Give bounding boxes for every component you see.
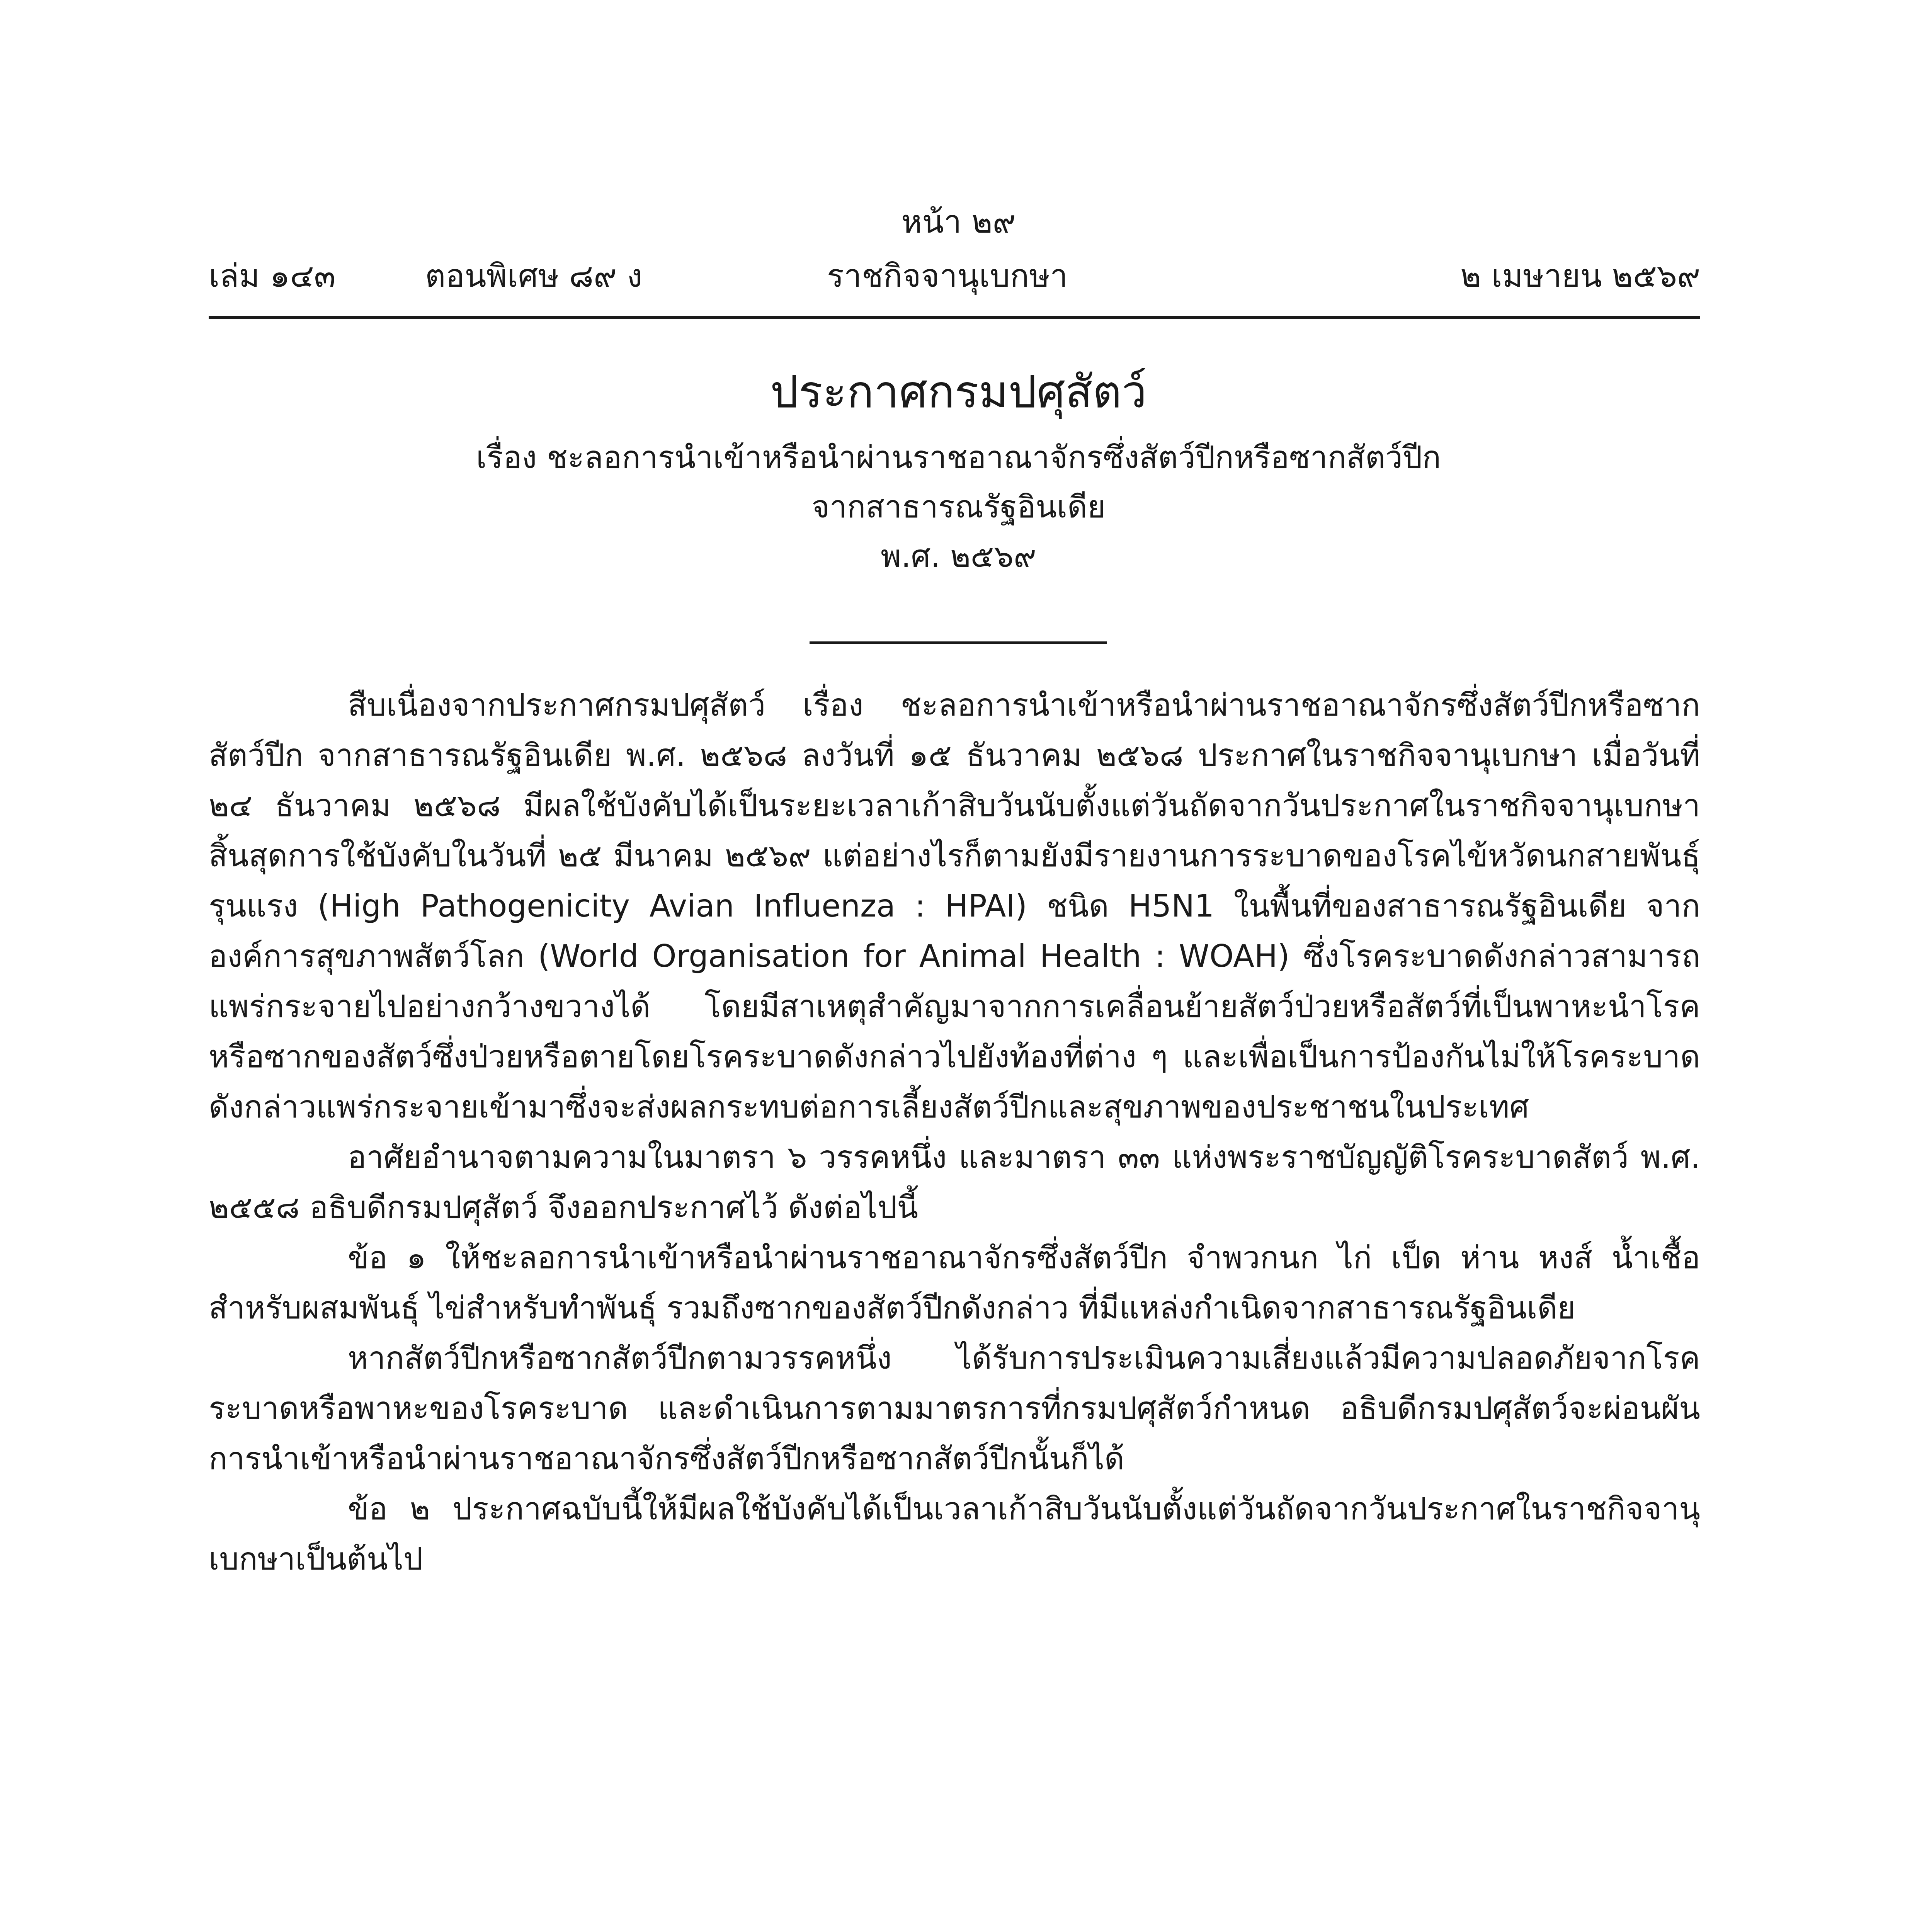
paragraph-clause-1: ข้อ ๑ ให้ชะลอการนำเข้าหรือนำผ่านราชอาณาจักรซึ่งสัตว์ปีก จำพวกนก ไก่ เป็ด ห่าน หงส์ น้ำเชื้อสำหรับผสมพันธุ์ ไข่สำหรับทำพันธุ์ รวมถึงซากของสัตว์ปีกดังกล่าว ที่มีแหล่งกำเนิดจากสาธารณรัฐอินเดีย xyxy=(209,1240,1700,1326)
issue-label: ตอนพิเศษ ๘๙ ง xyxy=(425,258,643,294)
paragraph-background: สืบเนื่องจากประกาศกรมปศุสัตว์ เรื่อง ชะลอการนำเข้าหรือนำผ่านราชอาณาจักรซึ่งสัตว์ปีกหรือซากสัตว์ปีก จากสาธารณรัฐอินเดีย พ.ศ. ๒๕๖๘ ลงวันที่ ๑๕ ธันวาคม ๒๕๖๘ ประกาศในราชกิจจานุเบกษา เมื่อวันที่ ๒๔ ธันวาคม ๒๕๖๘ มีผลใช้บังคับได้เป็นระยะเวลาเก้าสิบวันนับตั้งแต่วันถัดจากวันประกาศในราชกิจจานุเบกษา สิ้นสุดการใช้บังคับในวันที่ ๒๕ มีนาคม ๒๕๖๙ แต่อย่างไรก็ตามยังมีรายงานการระบาดของโรคไข้หวัดนกสายพันธุ์รุนแรง (High Pathogenicity Avian Influenza : HPAI) ชนิด H5N1 ในพื้นที่ของสาธารณรัฐอินเดีย จากองค์การสุขภาพสัตว์โลก (World Organisation for Animal Health : WOAH) ซึ่งโรคระบาดดังกล่าวสามารถแพร่กระจายไปอย่างกว้างขวางได้ โดยมีสาเหตุสำคัญมาจากการเคลื่อนย้ายสัตว์ป่วยหรือสัตว์ที่เป็นพาหะนำโรคหรือซากของสัตว์ซึ่งป่วยหรือตายโดยโรคระบาดดังกล่าวไปยังท้องที่ต่าง ๆ และเพื่อเป็นการป้องกันไม่ให้โรคระบาดดังกล่าวแพร่กระจายเข้ามาซึ่งจะส่งผลกระทบต่อการเลี้ยงสัตว์ปีกและสุขภาพของประชาชนในประเทศ xyxy=(209,687,1700,1125)
subject-line: เรื่อง ชะลอการนำเข้าหรือนำผ่านราชอาณาจักรซึ่งสัตว์ปีกหรือซากสัตว์ปีก xyxy=(476,439,1441,475)
subject-line: จากสาธารณรัฐอินเดีย xyxy=(811,489,1106,525)
paragraph-exemption: หากสัตว์ปีกหรือซากสัตว์ปีกตามวรรคหนึ่ง ได้รับการประเมินความเสี่ยงแล้วมีความปลอดภัยจากโรคระบาดหรือพาหะของโรคระบาด และดำเนินการตามมาตรการที่กรมปศุสัตว์กำหนด อธิบดีกรมปศุสัตว์จะผ่อนผันการนำเข้าหรือนำผ่านราชอาณาจักรซึ่งสัตว์ปีกหรือซากสัตว์ปีกนั้นก็ได้ xyxy=(209,1340,1700,1476)
announcement-body xyxy=(209,680,1700,1584)
announcement-subject xyxy=(0,433,1917,581)
subject-line: พ.ศ. ๒๕๖๙ xyxy=(881,538,1036,574)
page-number: หน้า ๒๙ xyxy=(901,204,1016,240)
gazette-name: ราชกิจจานุเบกษา xyxy=(827,258,1068,294)
gazette-header xyxy=(209,255,1700,298)
publication-date: ๒ เมษายน ๒๕๖๙ xyxy=(1460,258,1700,294)
paragraph-clause-2: ข้อ ๒ ประกาศฉบับนี้ให้มีผลใช้บังคับได้เป็นเวลาเก้าสิบวันนับตั้งแต่วันถัดจากวันประกาศในราชกิจจานุเบกษาเป็นต้นไป xyxy=(209,1491,1700,1577)
announcement-title: ประกาศกรมปศุสัตว์ xyxy=(770,366,1147,418)
header-divider xyxy=(209,316,1700,319)
title-divider xyxy=(810,641,1107,644)
paragraph-authority: อาศัยอำนาจตามความในมาตรา ๖ วรรคหนึ่ง และมาตรา ๓๓ แห่งพระราชบัญญัติโรคระบาดสัตว์ พ.ศ. ๒๕๕๘ อธิบดีกรมปศุสัตว์ จึงออกประกาศไว้ ดังต่อไปนี้ xyxy=(209,1139,1700,1225)
volume-label: เล่ม ๑๔๓ xyxy=(209,258,336,294)
